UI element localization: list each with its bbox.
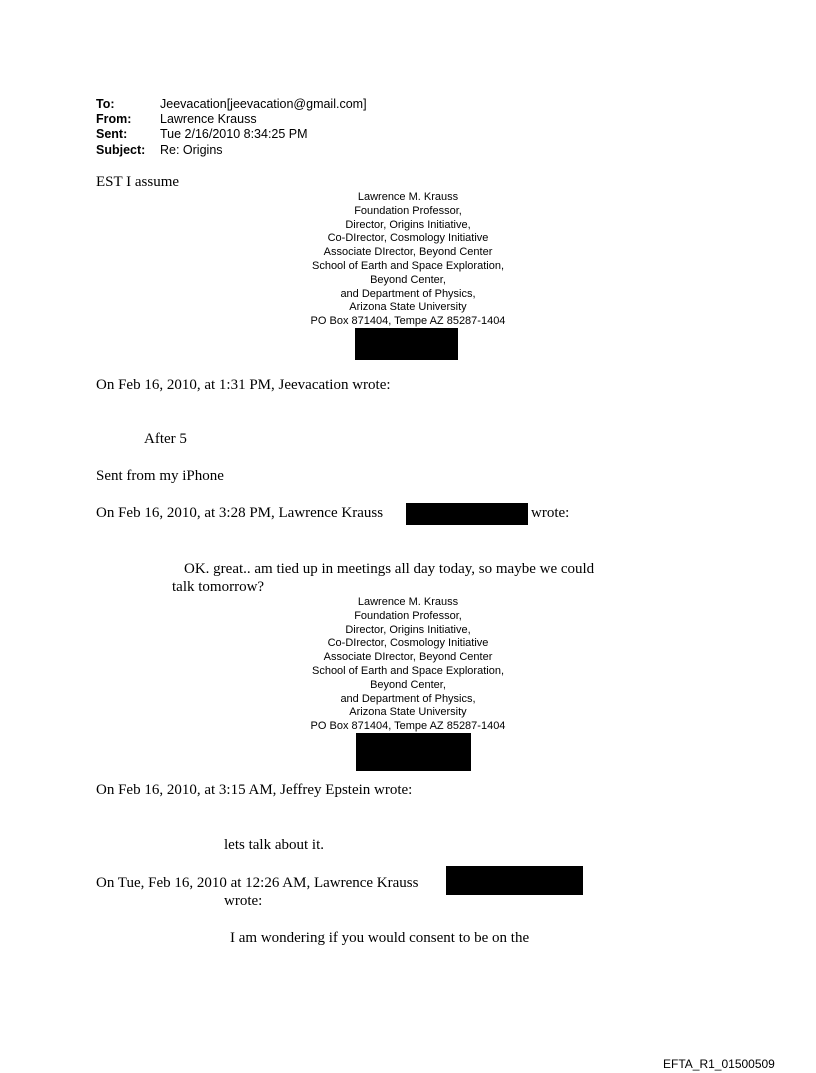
signature-line: Beyond Center, — [370, 273, 446, 286]
signature-line: Co-DIrector, Cosmology Initiative — [327, 232, 489, 245]
signature-line: Arizona State University — [349, 301, 467, 314]
quote4-intro: On Tue, Feb 16, 2010 at 12:26 AM, Lawrence Krauss — [96, 875, 419, 891]
sent-value: Tue 2/16/2010 8:34:25 PM — [160, 127, 308, 141]
quote4-body: I am wondering if you would consent to be on the — [230, 930, 530, 946]
to-value: Jeevacation[jeevacation@gmail.com] — [160, 97, 367, 111]
signature-line: and Department of Physics, — [340, 692, 476, 705]
signature-line: Foundation Professor, — [354, 609, 462, 622]
quote3-intro: On Feb 16, 2010, at 3:15 AM, Jeffrey Epstein wrote: — [96, 782, 413, 798]
signature-line: Lawrence M. Krauss — [357, 191, 459, 203]
subject-label: Subject: — [96, 143, 146, 157]
signature-line: PO Box 871404, Tempe AZ 85287-1404 — [310, 315, 506, 328]
redaction-box — [356, 733, 471, 771]
from-label: From: — [96, 112, 132, 126]
signature-line: Director, Origins Initiative, — [345, 218, 471, 231]
signature-line: Associate DIrector, Beyond Center — [323, 246, 493, 259]
quote2-intro-wrote: wrote: — [531, 505, 570, 521]
signature-line: Co-DIrector, Cosmology Initiative — [327, 637, 489, 650]
signature-line: PO Box 871404, Tempe AZ 85287-1404 — [310, 720, 506, 733]
quote1-body: After 5 — [144, 431, 187, 447]
quote1-intro: On Feb 16, 2010, at 1:31 PM, Jeevacation wrote: — [96, 377, 391, 393]
redaction-box — [446, 866, 583, 895]
redaction-box — [406, 503, 528, 525]
signature-line: and Department of Physics, — [340, 287, 476, 300]
signature-line: Lawrence M. Krauss — [357, 596, 459, 608]
signature-line: Arizona State University — [349, 706, 467, 719]
quote2-body-line2: talk tomorrow? — [172, 579, 265, 595]
signature-line: Beyond Center, — [370, 678, 446, 691]
signature-block-1 — [240, 191, 576, 329]
quote4-intro-wrote: wrote: — [224, 893, 263, 909]
signature-line: School of Earth and Space Exploration, — [311, 664, 504, 677]
subject-value: Re: Origins — [160, 143, 223, 157]
reply-text: EST I assume — [96, 174, 180, 190]
from-value: Lawrence Krauss — [160, 112, 257, 126]
signature-line: Director, Origins Initiative, — [345, 623, 471, 636]
sent-label: Sent: — [96, 127, 128, 141]
signature-line: School of Earth and Space Exploration, — [311, 259, 504, 272]
quote2-intro: On Feb 16, 2010, at 3:28 PM, Lawrence Krauss — [96, 505, 384, 521]
redaction-box — [355, 328, 458, 360]
quote1-sent-from: Sent from my iPhone — [96, 468, 224, 484]
to-label: To: — [96, 97, 115, 111]
document-id: EFTA_R1_01500509 — [663, 1057, 775, 1071]
signature-line: Foundation Professor, — [354, 204, 462, 217]
quote2-body-line1: OK. great.. am tied up in meetings all day today, so maybe we could — [184, 561, 595, 577]
signature-block-2 — [240, 596, 576, 734]
signature-line: Associate DIrector, Beyond Center — [323, 651, 493, 664]
quote3-body: lets talk about it. — [224, 837, 324, 853]
